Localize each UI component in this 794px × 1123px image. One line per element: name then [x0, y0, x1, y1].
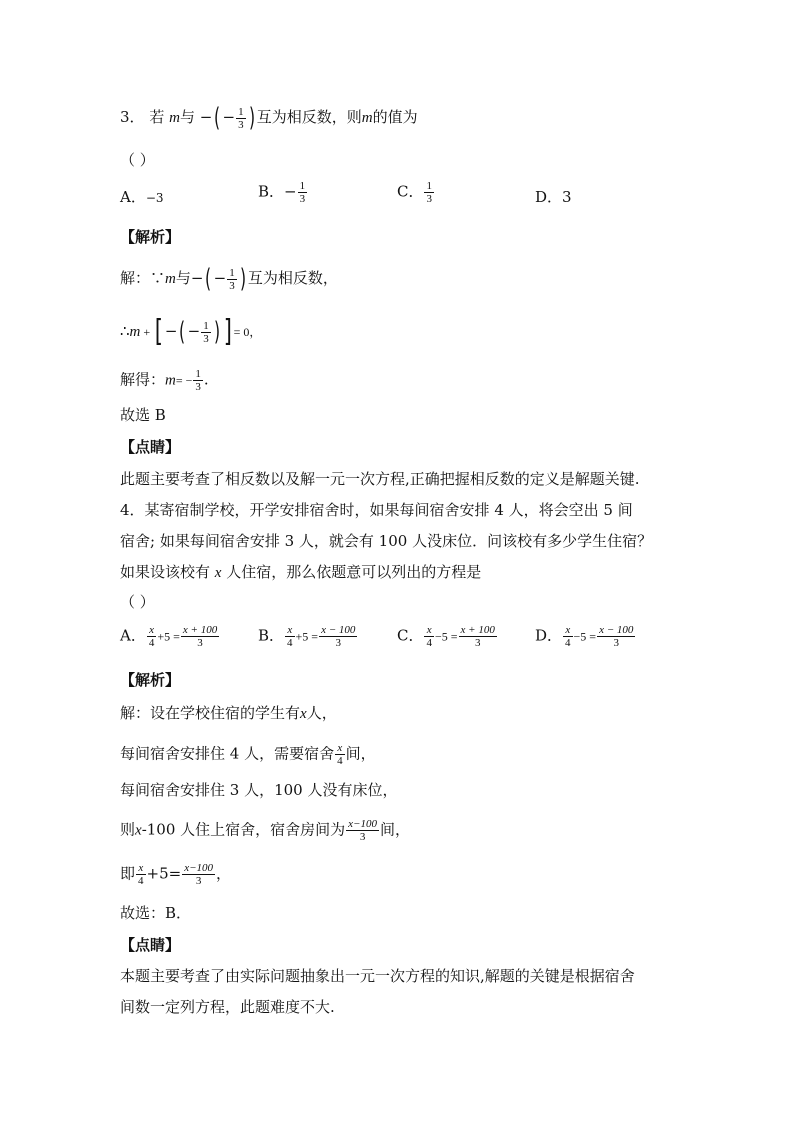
q3-option-d: D．3 — [535, 188, 572, 206]
q3-comment: 此题主要考查了相反数以及解一元一次方程,正确把握相反数的定义是解题关键. — [120, 470, 640, 488]
q4-solution-line5: 即 $\frac{x}{4}$ +5= $\frac{x-100}{3}$ ， — [120, 862, 232, 887]
q4-answer-paren: （ ） — [120, 593, 155, 611]
q3-solution-line1: 解：∵m与−( − $\frac{1}{3}$ ) 互为相反数， — [120, 264, 338, 294]
fraction: $\frac{1}{3}$ — [195, 368, 201, 393]
fraction: $\frac{1}{3}$ — [229, 266, 235, 292]
q4-solution-line4: 则x-100 人住上宿舍，宿舍房间为 $\frac{x-100}{3}$ 间， — [120, 818, 410, 843]
q3-number: 3． — [120, 108, 145, 126]
q4-comment-line1: 本题主要考查了由实际问题抽象出一元一次方程的知识,解题的关键是根据宿舍 — [120, 967, 635, 985]
q3-option-c: C． $\frac{1}{3}$ — [397, 180, 432, 205]
q4-comment-line2: 间数一定列方程，此题难度不大. — [120, 998, 335, 1016]
q4-stem-line2: 宿舍; 如果每间宿舍安排 3 人，就会有 100 人没床位．问该校有多少学生住宿？ — [120, 532, 653, 550]
q4-stem-line1: 4．某寄宿制学校，开学安排宿舍时，如果每间宿舍安排 4 人，将会空出 5 间 — [120, 501, 633, 519]
q3-solution-line2: ∴m + [ −( − $\frac{1}{3}$ ) ] = 0， — [120, 314, 262, 349]
q4-solution-line2: 每间宿舍安排住 4 人，需要宿舍 $\frac{x}{4}$ 间， — [120, 742, 376, 767]
fraction: $\frac{1}{3}$ — [203, 319, 209, 345]
q4-stem-line3: 如果设该校有 x 人住宿，那么依题意可以列出的方程是 — [120, 563, 482, 581]
q3-solution-line3: 解得：m= − $\frac{1}{3}$ . — [120, 368, 209, 393]
fraction: $\frac{1}{3}$ — [238, 105, 244, 131]
q4-option-c: C． $\frac{x}{4}$ −5 = $\frac{x + 100}{3}$ — [397, 624, 495, 649]
q3-choice: 故选 B — [120, 406, 166, 424]
q3-answer-paren: （ ） — [120, 151, 155, 169]
q4-jiexi-heading: 【解析】 — [120, 671, 181, 689]
fraction: $\frac{1}{3}$ — [426, 180, 432, 205]
q4-option-d: D． $\frac{x}{4}$ −5 = $\frac{x - 100}{3}$ — [535, 624, 634, 649]
q4-option-a: A． $\frac{x}{4}$ +5 = $\frac{x + 100}{3}$ — [120, 624, 218, 649]
fraction: $\frac{1}{3}$ — [299, 180, 306, 205]
q4-option-b: B． $\frac{x}{4}$ +5 = $\frac{x - 100}{3}$ — [258, 624, 356, 649]
q3-option-b: B．− $\frac{1}{3}$ — [258, 180, 306, 205]
q3-jiexi-heading: 【解析】 — [120, 228, 181, 246]
q4-solution-line1: 解：设在学校住宿的学生有x人， — [120, 704, 337, 722]
q4-solution-line3: 每间宿舍安排住 3 人，100 人没有床位， — [120, 781, 398, 799]
q4-choice: 故选：B． — [120, 904, 192, 922]
q4-dianjing-heading: 【点睛】 — [120, 936, 181, 954]
q3-option-a: A．−3 — [120, 188, 164, 206]
q3-stem: 3． 若 m与 −( − $\frac{1}{3}$ ) 互为相反数，则m的值为 — [120, 103, 418, 133]
q3-dianjing-heading: 【点睛】 — [120, 438, 181, 456]
